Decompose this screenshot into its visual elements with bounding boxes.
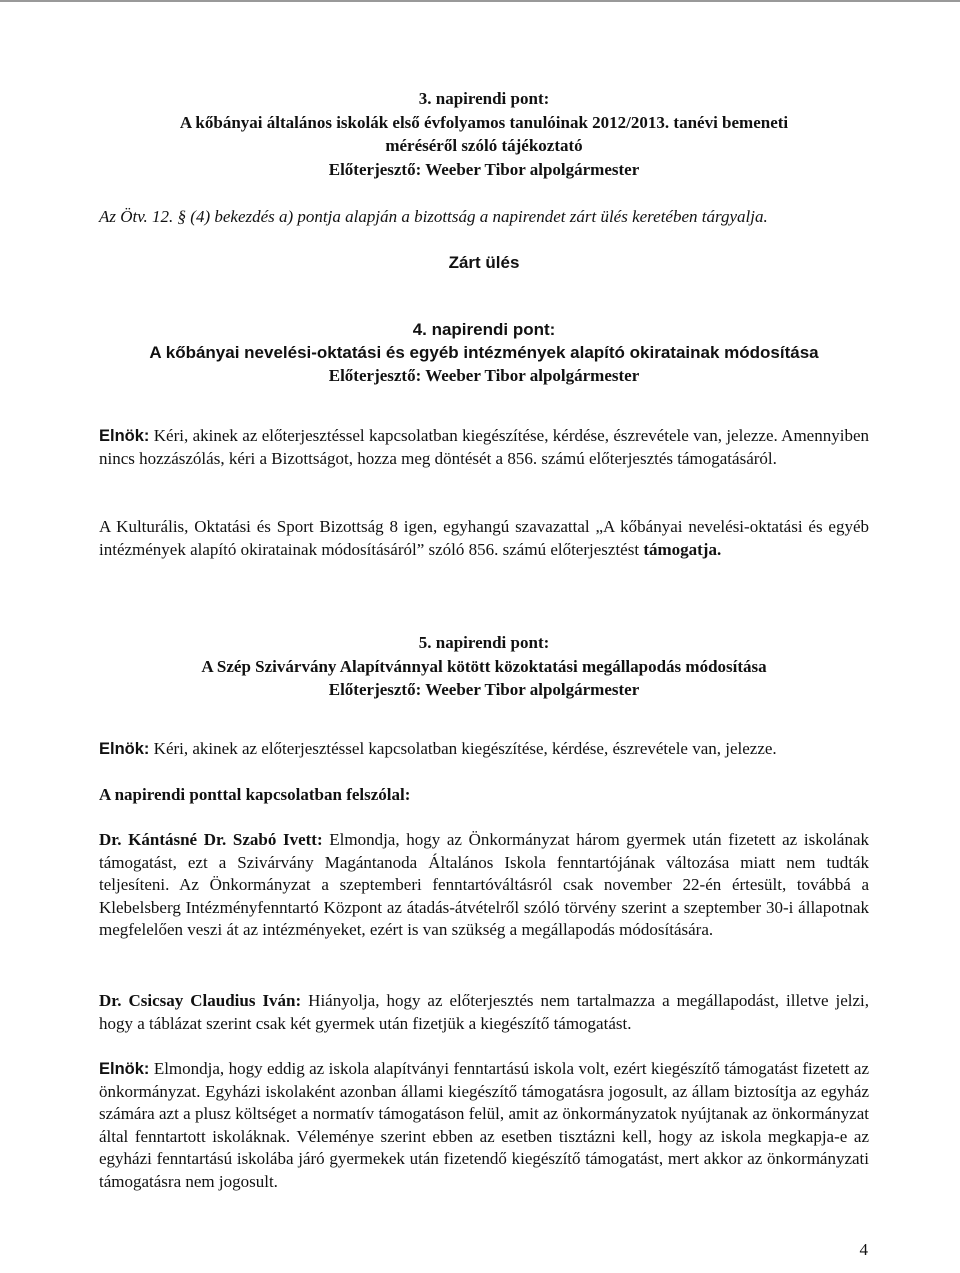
item3-presenter: Előterjesztő: Weeber Tibor alpolgármester [328, 160, 640, 179]
item3-title-line1: A kőbányai általános iskolák első évfolyamos tanulóinak 2012/2013. tanévi bemeneti [179, 113, 789, 132]
speaker2-text: Hiányolja, hogy az előterjesztés nem tartalmazza a megállapodást, illetve jelzi, hogy a táblázat szerint csak két gyermek után fizetjük a kiegészítő támogatást. [99, 991, 869, 1033]
item4-chair-remark [99, 425, 869, 470]
item4-heading: 4. napirendi pont: [412, 320, 556, 339]
item5-speakers-heading: A napirendi ponttal kapcsolatban felszólal: [99, 785, 411, 804]
item5-heading: 5. napirendi pont: [418, 633, 550, 652]
item3-note: Az Ötv. 12. § (4) bekezdés a) pontja alapján a bizottság a napirendet zárt ülés keretében tárgyalja. [99, 207, 768, 226]
speaker2-name: Dr. Csicsay Claudius Iván: [99, 991, 302, 1010]
item5-chair-remark [99, 738, 869, 761]
item5-chair-text: Kéri, akinek az előterjesztéssel kapcsolatban kiegészítése, kérdése, észrevétele van, jelezze. [153, 739, 777, 758]
item4-decision-bold: támogatja. [643, 539, 722, 559]
item5-chair2-text: Elmondja, hogy eddig az iskola alapítványi fenntartású iskola volt, ezért kiegészítő támogatást fizetett az önkormányzat. Egyházi iskolaként azonban állami kiegészítő támogatásra jogosult, az állam biztosítja az egyház számára azt a plusz költséget a normatív támogatáson felül, amit az önkormányzatok nyújtanak az önkormányzat által fenntartott iskoláknak. Véleménye szerint ebben az esetben tisztázni kell, hogy az iskola megkapja-e az egyházi fenntartású iskolába járó gyermekek után fizetendő kiegészítő támogatást, mert akkor az önkormányzati támogatásra nem jogosult. [99, 1059, 870, 1191]
item4-title: A kőbányai nevelési-oktatási és egyéb intézmények alapító okiratainak módosítása [149, 343, 819, 362]
item5-chair2-label: Elnök: [99, 1060, 150, 1078]
item4-chair-text: Kéri, akinek az előterjesztéssel kapcsolatban kiegészítése, kérdése, észrevétele van, jelezze. Amennyiben nincs hozzászólás, kéri a Bizottságot, hozza meg döntését a 856. számú előterjesztés támogatásáról. [99, 426, 869, 468]
item3-heading: 3. napirendi pont: [418, 89, 550, 108]
item5-title: A Szép Szivárvány Alapítvánnyal kötött közoktatási megállapodás módosítása [201, 657, 767, 676]
scan-top-edge [0, 0, 960, 2]
page-number: 4 [859, 1240, 868, 1259]
item4-decision [99, 516, 869, 561]
item5-chair-label: Elnök: [99, 740, 150, 758]
item3-title-line2: méréséről szóló tájékoztató [385, 136, 583, 155]
item4-decision-text: A Kulturális, Oktatási és Sport Bizottság 8 igen, egyhangú szavazattal „A kőbányai nevelési-oktatási és egyéb intézmények alapító okiratainak módosításáról” szóló 856. számú előterjesztést [99, 517, 869, 559]
speaker1-text: Elmondja, hogy az Önkormányzat három gyermek után fizetett az iskolának támogatást, ezt a Szivárvány Magántanoda Általános Iskola fenntartójának változása miatt nem tudták teljesíteni. Az Önkormányzat a szeptemberi fenntartóváltásról csak november 22-én értesült, továbbá a Klebelsberg Intézményfenntartó Központ az átadás-átvételről szóló törvény szerint a szeptember 30-i állapotnak megfelelően veszi át az intézményeket, ezért is van szükség a megállapodás módosítására. [99, 830, 870, 939]
item5-speaker2 [99, 990, 869, 1035]
item5-chair2-remark [99, 1058, 869, 1193]
item5-presenter: Előterjesztő: Weeber Tibor alpolgármester [328, 680, 640, 699]
speaker1-name: Dr. Kántásné Dr. Szabó Ivett: [99, 830, 323, 849]
item4-presenter: Előterjesztő: Weeber Tibor alpolgármester [328, 366, 640, 385]
item5-speaker1 [99, 829, 869, 942]
item4-chair-label: Elnök: [99, 427, 150, 445]
item3-closed-session: Zárt ülés [448, 253, 520, 272]
